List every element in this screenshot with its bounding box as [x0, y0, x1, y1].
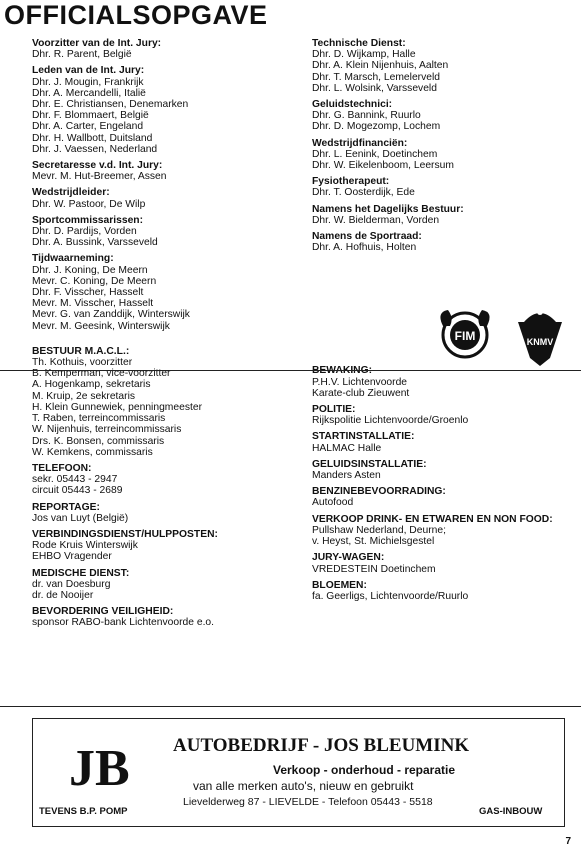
section-line: EHBO Vragender: [32, 551, 112, 563]
roster-section: [32, 160, 277, 182]
roster-section: [32, 38, 277, 60]
section-line: Manders Asten: [312, 470, 381, 482]
section-line: circuit 05443 - 2689: [32, 485, 123, 497]
section-heading: Voorzitter van de Int. Jury:: [32, 38, 162, 49]
section-heading: BEVORDERING VEILIGHEID:: [32, 606, 174, 618]
section-line: Dhr. A. Klein Nijenhuis, Aalten: [312, 60, 449, 72]
section-line: Dhr. R. Parent, België: [32, 49, 132, 61]
section-line: Dhr. L. Eenink, Doetinchem: [312, 148, 438, 160]
section-heading: Namens het Dagelijks Bestuur:: [312, 203, 464, 215]
section-line: Th. Kothuis, voorzitter: [32, 357, 133, 369]
section-line: W. Kemkens, commissaris: [32, 446, 153, 458]
section-line: Rode Kruis Winterswijk: [32, 540, 138, 552]
logo-group: [440, 300, 580, 370]
section-line: fa. Geerligs, Lichtenvoorde/Ruurlo: [312, 590, 469, 602]
section-heading: TELEFOON:: [32, 462, 92, 474]
section-heading: Technische Dienst:: [312, 38, 406, 49]
section-heading: BENZINEBEVOORRADING:: [312, 486, 446, 498]
section-line: Dhr. W. Bielderman, Vorden: [312, 214, 440, 226]
roster-section: [32, 187, 277, 209]
section-line: M. Kruip, 2e sekretaris: [32, 390, 136, 402]
section-heading: VERBINDINGSDIENST/HULPPOSTEN:: [32, 528, 218, 540]
section-heading: BEWAKING:: [312, 365, 373, 377]
section-line: Dhr. F. Visscher, Hasselt: [32, 287, 144, 299]
section-line: Dhr. J. Mougin, Frankrijk: [32, 76, 144, 88]
ad-left-note: TEVENS B.P. POMP: [39, 806, 128, 817]
svg-text:JB: JB: [69, 740, 129, 795]
ad-subline: van alle merken auto's, nieuw en gebruikt: [193, 779, 414, 793]
roster-section: [32, 502, 277, 524]
section-line: Dhr. D. Mogezomp, Lochem: [312, 121, 441, 133]
roster-section: [312, 176, 580, 198]
roster-section: [312, 138, 580, 172]
section-line: Mevr. C. Koning, De Meern: [32, 275, 157, 287]
section-line: Dhr. A. Carter, Engeland: [32, 121, 144, 133]
section-line: Dhr. T. Oosterdijk, Ede: [312, 187, 415, 199]
page-number: 7: [565, 836, 571, 847]
section-line: Dhr. A. Bussink, Varsseveld: [32, 237, 158, 249]
section-line: v. Heyst, St. Michielsgestel: [312, 536, 435, 548]
section-heading: Tijdwaarneming:: [32, 253, 114, 265]
roster-section: [32, 568, 277, 602]
section-line: Dhr. H. Wallbott, Duitsland: [32, 132, 153, 144]
section-heading: Geluidstechnici:: [312, 99, 393, 111]
page-title: OFFICIALSOPGAVE: [4, 0, 268, 30]
section-line: Dhr. A. Hofhuis, Holten: [312, 242, 417, 254]
section-line: Jos van Luyt (België): [32, 512, 129, 524]
roster-section: [32, 346, 277, 458]
section-line: Rijkspolitie Lichtenvoorde/Groenlo: [312, 415, 469, 427]
section-line: Dhr. E. Christiansen, Denemarken: [32, 99, 189, 111]
section-line: Karate-club Zieuwent: [312, 387, 410, 399]
section-line: P.H.V. Lichtenvoorde: [312, 376, 408, 388]
section-heading: Sportcommissarissen:: [32, 214, 144, 226]
divider-bottom: [0, 706, 581, 707]
section-line: T. Raben, terreincommissaris: [32, 413, 166, 425]
section-heading: Fysiotherapeut:: [312, 176, 390, 188]
section-heading: Wedstrijdfinanciën:: [312, 137, 408, 149]
roster-section: [312, 459, 580, 481]
roster-section: [312, 404, 580, 426]
section-heading: Leden van de Int. Jury:: [32, 65, 145, 77]
knmv-emblem-text: KNMV: [526, 337, 554, 347]
section-line: Autofood: [312, 497, 354, 509]
section-line: Dhr. D. Wijkamp, Halle: [312, 49, 416, 61]
section-heading: STARTINSTALLATIE:: [312, 431, 415, 443]
roster-section: [312, 514, 580, 548]
section-line: A. Hogenkamp, sekretaris: [32, 379, 151, 391]
ad-right-note: GAS-INBOUW: [479, 806, 543, 817]
roster-section: [32, 215, 277, 249]
section-heading: Wedstrijdleider:: [32, 187, 110, 199]
section-line: Dhr. J. Koning, De Meern: [32, 264, 148, 276]
roster-section: [32, 65, 277, 155]
section-line: Mevr. M. Visscher, Hasselt: [32, 298, 154, 310]
section-line: sekr. 05443 - 2947: [32, 474, 118, 486]
fim-emblem-text: FIM: [454, 329, 476, 343]
divider-top: [0, 370, 581, 371]
section-line: Dhr. W. Eikelenboom, Leersum: [312, 160, 454, 172]
section-line: B. Kemperman, vice-voorzitter: [32, 368, 171, 380]
section-line: Drs. K. Bonsen, commissaris: [32, 435, 165, 447]
roster-section: [312, 431, 580, 453]
section-line: Dhr. A. Mercandelli, Italië: [32, 87, 146, 99]
section-line: Dhr. L. Wolsink, Varsseveld: [312, 82, 437, 94]
roster-section: [32, 463, 277, 497]
ad-company-name: AUTOBEDRIJF - JOS BLEUMINK: [173, 735, 470, 756]
roster-section: [32, 606, 277, 628]
section-heading: POLITIE:: [312, 404, 356, 416]
section-line: Dhr. D. Pardijs, Vorden: [32, 226, 137, 238]
section-line: Dhr. G. Bannink, Ruurlo: [312, 110, 421, 122]
section-heading: MEDISCHE DIENST:: [32, 567, 130, 579]
section-line: Mevr. M. Hut-Breemer, Assen: [32, 171, 167, 183]
section-line: Mevr. G. van Zanddijk, Winterswijk: [32, 309, 190, 321]
roster-section: [32, 529, 277, 563]
section-line: dr. van Doesburg: [32, 578, 111, 590]
section-line: Mevr. M. Geesink, Winterswijk: [32, 320, 170, 332]
section-heading: Secretaresse v.d. Int. Jury:: [32, 160, 163, 172]
roster-section: [312, 580, 580, 602]
section-line: W. Nijenhuis, terreincommissaris: [32, 424, 182, 436]
fim-emblem-icon: [440, 300, 580, 370]
ad-tagline: Verkoop - onderhoud - reparatie: [273, 763, 456, 777]
section-line: VREDESTEIN Doetinchem: [312, 563, 436, 575]
section-heading: GELUIDSINSTALLATIE:: [312, 458, 427, 470]
section-line: Dhr. J. Vaessen, Nederland: [32, 143, 158, 155]
section-heading: REPORTAGE:: [32, 501, 100, 513]
section-heading: BESTUUR M.A.C.L.:: [32, 345, 130, 357]
section-heading: BLOEMEN:: [312, 579, 367, 591]
section-line: Pullshaw Nederland, Deurne;: [312, 524, 446, 536]
roster-section: [312, 204, 580, 226]
roster-section: [32, 253, 277, 331]
section-line: dr. de Nooijer: [32, 589, 94, 601]
roster-section: [312, 99, 580, 133]
roster-section: [312, 486, 580, 508]
section-line: H. Klein Gunnewiek, penningmeester: [32, 401, 202, 413]
section-heading: JURY-WAGEN:: [312, 552, 385, 564]
section-line: sponsor RABO-bank Lichtenvoorde e.o.: [32, 617, 215, 629]
section-line: HALMAC Halle: [312, 442, 382, 454]
left-column: [32, 38, 277, 634]
jb-logo-icon: [69, 739, 129, 800]
section-heading: VERKOOP DRINK- EN ETWAREN EN NON FOOD:: [312, 513, 553, 525]
roster-section: [312, 38, 580, 94]
roster-section: [312, 231, 580, 253]
roster-section: [312, 552, 580, 574]
section-line: Dhr. T. Marsch, Lemelerveld: [312, 71, 440, 83]
section-line: Dhr. W. Pastoor, De Wilp: [32, 198, 146, 210]
ad-address: Lievelderweg 87 - LIEVELDE - Telefoon 05443 - 5518: [183, 796, 433, 808]
section-heading: Namens de Sportraad:: [312, 231, 422, 243]
section-line: Dhr. F. Blommaert, België: [32, 110, 149, 122]
advertisement: [32, 718, 565, 827]
